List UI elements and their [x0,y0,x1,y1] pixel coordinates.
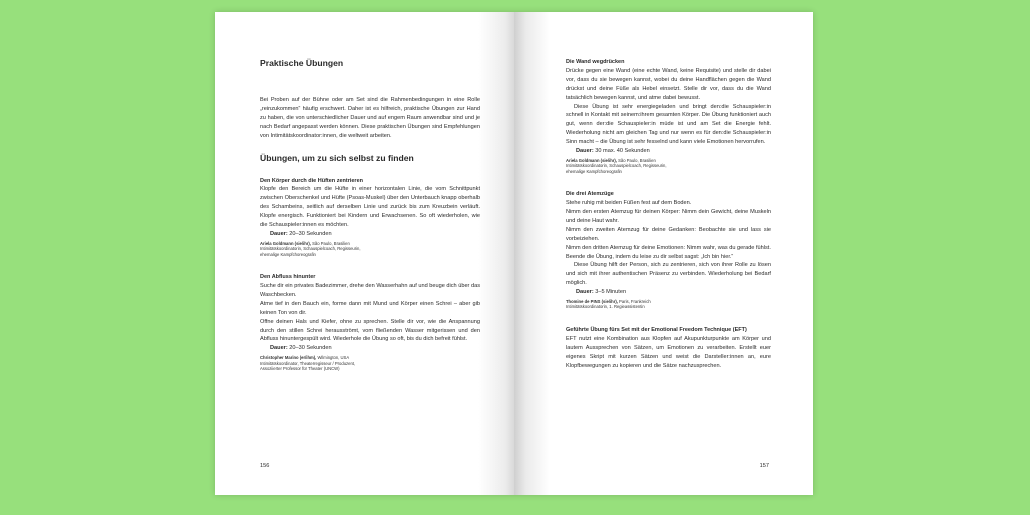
section-title: Übungen, um zu sich selbst zu finden [260,152,414,163]
right-page [514,12,813,495]
exercise-text: Diese Übung ist sehr energiegeladen und bringt den:die Schauspieler:in schnell in Kontakt mit seinem:ihrem gesamten Körper. Die Übung funktioniert auch gut, wenn der:die Schauspieler:in müde ist und am Set die Energie fehlt. Wiederholung nicht am gleichen Tag und nur wenn es für den:die Schauspieler:in Sinn macht – die Übung ist sehr fesselnd und kann viele Emotionen hervorrufen. [566,103,771,146]
credit-role: Intimitätskoordinator, Theaterregisseur / Produzent, [260,360,356,366]
credit-name: Christopher Marino (er/ihm), [260,355,317,361]
duration-value: 20–30 Sekunden [287,345,332,352]
exercise-text: Drücke gegen eine Wand (eine echte Wand, keine Requisite) und stelle dir dabei vor, dass du sie bewegen kannst, wobei du deine Handflächen gegen die Wand drückst und deine Füße als Hebel einsetzt. Stelle dir vor, dass du die Wand tatsächlich bewegen kannst, und atme dabei bewusst. [566,67,771,101]
exercise-duration [576,147,771,156]
exercise-credit [566,158,771,174]
exercise-wall [566,58,771,174]
exercise-title: Die Wand wegdrücken [566,59,625,65]
exercise-text: Beende die Übung, indem du leise zu dir selbst sagst: „Ich bin hier.“ [566,253,734,260]
exercise-credit [260,355,480,371]
credit-role: Intimitätskoordinatorin, Schauspielcoach, Regisseurin, [260,246,361,252]
open-book [215,12,813,495]
credit-role: Assoziierter Professor für Theater (UNCW) [260,366,340,372]
duration-value: 3–5 Minuten [593,289,627,296]
credit-role: Intimitätskoordinatorin, Schauspielcoach, Regisseurin, [566,163,667,169]
exercise-text: Nimm den dritten Atemzug für deine Emotionen: Nimm wahr, was du gerade fühlst. [566,244,771,251]
exercise-title: Den Abfluss hinunter [260,274,316,281]
exercise-title: Die drei Atemzüge [566,191,614,198]
credit-name: Ariela Goldmann (sie/ihr), [260,240,311,246]
duration-value: 20–30 Sekunden [287,230,332,237]
credit-role: ehemalige Kampfchoreografin [260,251,316,257]
exercise-title: Den Körper durch die Hüften zentrieren [260,177,363,184]
exercise-text: EFT nutzt eine Kombination aus Klopfen auf Akupunkturpunkte am Körper und lautem Aussprechen von Sätzen, um Emotionen zu verarbeiten. Erstellt euer eigenes Skript mit kurzen Sätzen und weist die Darsteller:innen an, eure Klopfbewegungen zu kopieren und die Sätze nachzusprechen. [566,335,771,369]
exercise-duration [270,344,480,353]
exercise-eft [566,326,771,371]
credit-name: Thomine de PINS (sie/ihr), [566,299,618,305]
exercise-text: Nimm den zweiten Atemzug für deine Gedanken: Beobachte sie und lass sie vorbeiziehen. [566,226,771,242]
page-number: 156 [260,463,270,469]
exercise-hips [260,177,480,258]
duration-label: Dauer: [576,289,594,296]
exercise-breaths [566,190,771,310]
left-page [215,12,514,495]
exercise-text: Offne deinen Hals und Kiefer, ohne zu sprechen. Stelle dir vor, wie die Anspannung durch den stillen Schrei herausströmt, vom fließenden Wasser mitgerissen und den Abfluss hinuntergespült wird. Wiederhole die Übung so oft, bis du dich befreit fühlst. [260,318,480,343]
exercise-text: Suche dir ein privates Badezimmer, drehe den Wasserhahn auf und beuge dich über das Waschbecken. [260,283,480,298]
exercise-title: Geführte Übung fürs Set mit der Emotional Freedom Technique (EFT) [566,326,747,333]
exercise-duration [576,288,771,297]
exercise-text: Atme tief in den Bauch ein, forme dann mit Mund und Körper einen Schrei – aber gib keinen Ton von dir. [260,300,480,316]
credit-place: Wilmington, USA [316,355,350,361]
credit-role: Intimitätskoordinatorin, 1. Regieassistentin [566,304,645,310]
exercise-credit [566,299,771,310]
exercise-text: Diese Übung hilft der Person, sich zu zentrieren, sich von ihrer Rolle zu lösen und sich mit ihrer authentischen Präsenz zu verbinden. Wiederholung bei Bedarf möglich. [566,262,771,287]
credit-place: São Paulo, Brasilien [616,157,656,163]
credit-role: ehemalige Kampfchoreografin [566,168,622,174]
intro-paragraph: Bei Proben auf der Bühne oder am Set sind die Rahmenbedingungen in eine Rolle „reinzukommen“ häufig erschwert. Daher ist es hilfreich, praktische Übungen zur Hand zu haben, die von unterschiedlicher Dauer und auf engem Raum anwendbar sind und je nach Bedarf angepasst werden können. Diese praktischen Übungen sind Empfehlungen von Intimitätskoordinator:innen, die weltweit arbeiten. [260,97,480,139]
exercise-text: Stehe ruhig mit beiden Füßen fest auf dem Boden. [566,200,692,207]
duration-label: Dauer: [576,148,594,155]
page-number: 157 [759,463,769,469]
duration-label: Dauer: [270,345,288,352]
duration-value: 30 max. 40 Sekunden [593,148,650,155]
credit-place: São Paulo, Brasilien [310,240,350,246]
exercise-duration [270,230,480,239]
exercise-text: Klopfe den Bereich um die Hüfte in einer horizontalen Linie, die vom Schnittpunkt zwischen Oberschenkel und Hüfte (Psoas-Muskel) über den Unterbauch knapp oberhalb des Schambeins, seitlich auf derselben Linie und zurück bis zum Kreuzbein verläuft. Klopfe energisch. Funktioniert bei Kindern und Erwachsenen. So oft wiederholen, wie die Schauspieler:innen es möchten. [260,186,480,229]
duration-label: Dauer: [270,230,288,237]
exercise-text: Nimm den ersten Atemzug für deinen Körper: Nimm dein Gewicht, deine Muskeln und deine Haut wahr. [566,209,771,224]
exercise-drain [260,273,480,371]
credit-name: Ariela Goldmann (sie/ihr), [566,157,617,163]
credit-place: Paris, Frankreich [617,299,651,305]
exercise-credit [260,241,480,257]
page-title: Praktische Übungen [260,58,344,68]
